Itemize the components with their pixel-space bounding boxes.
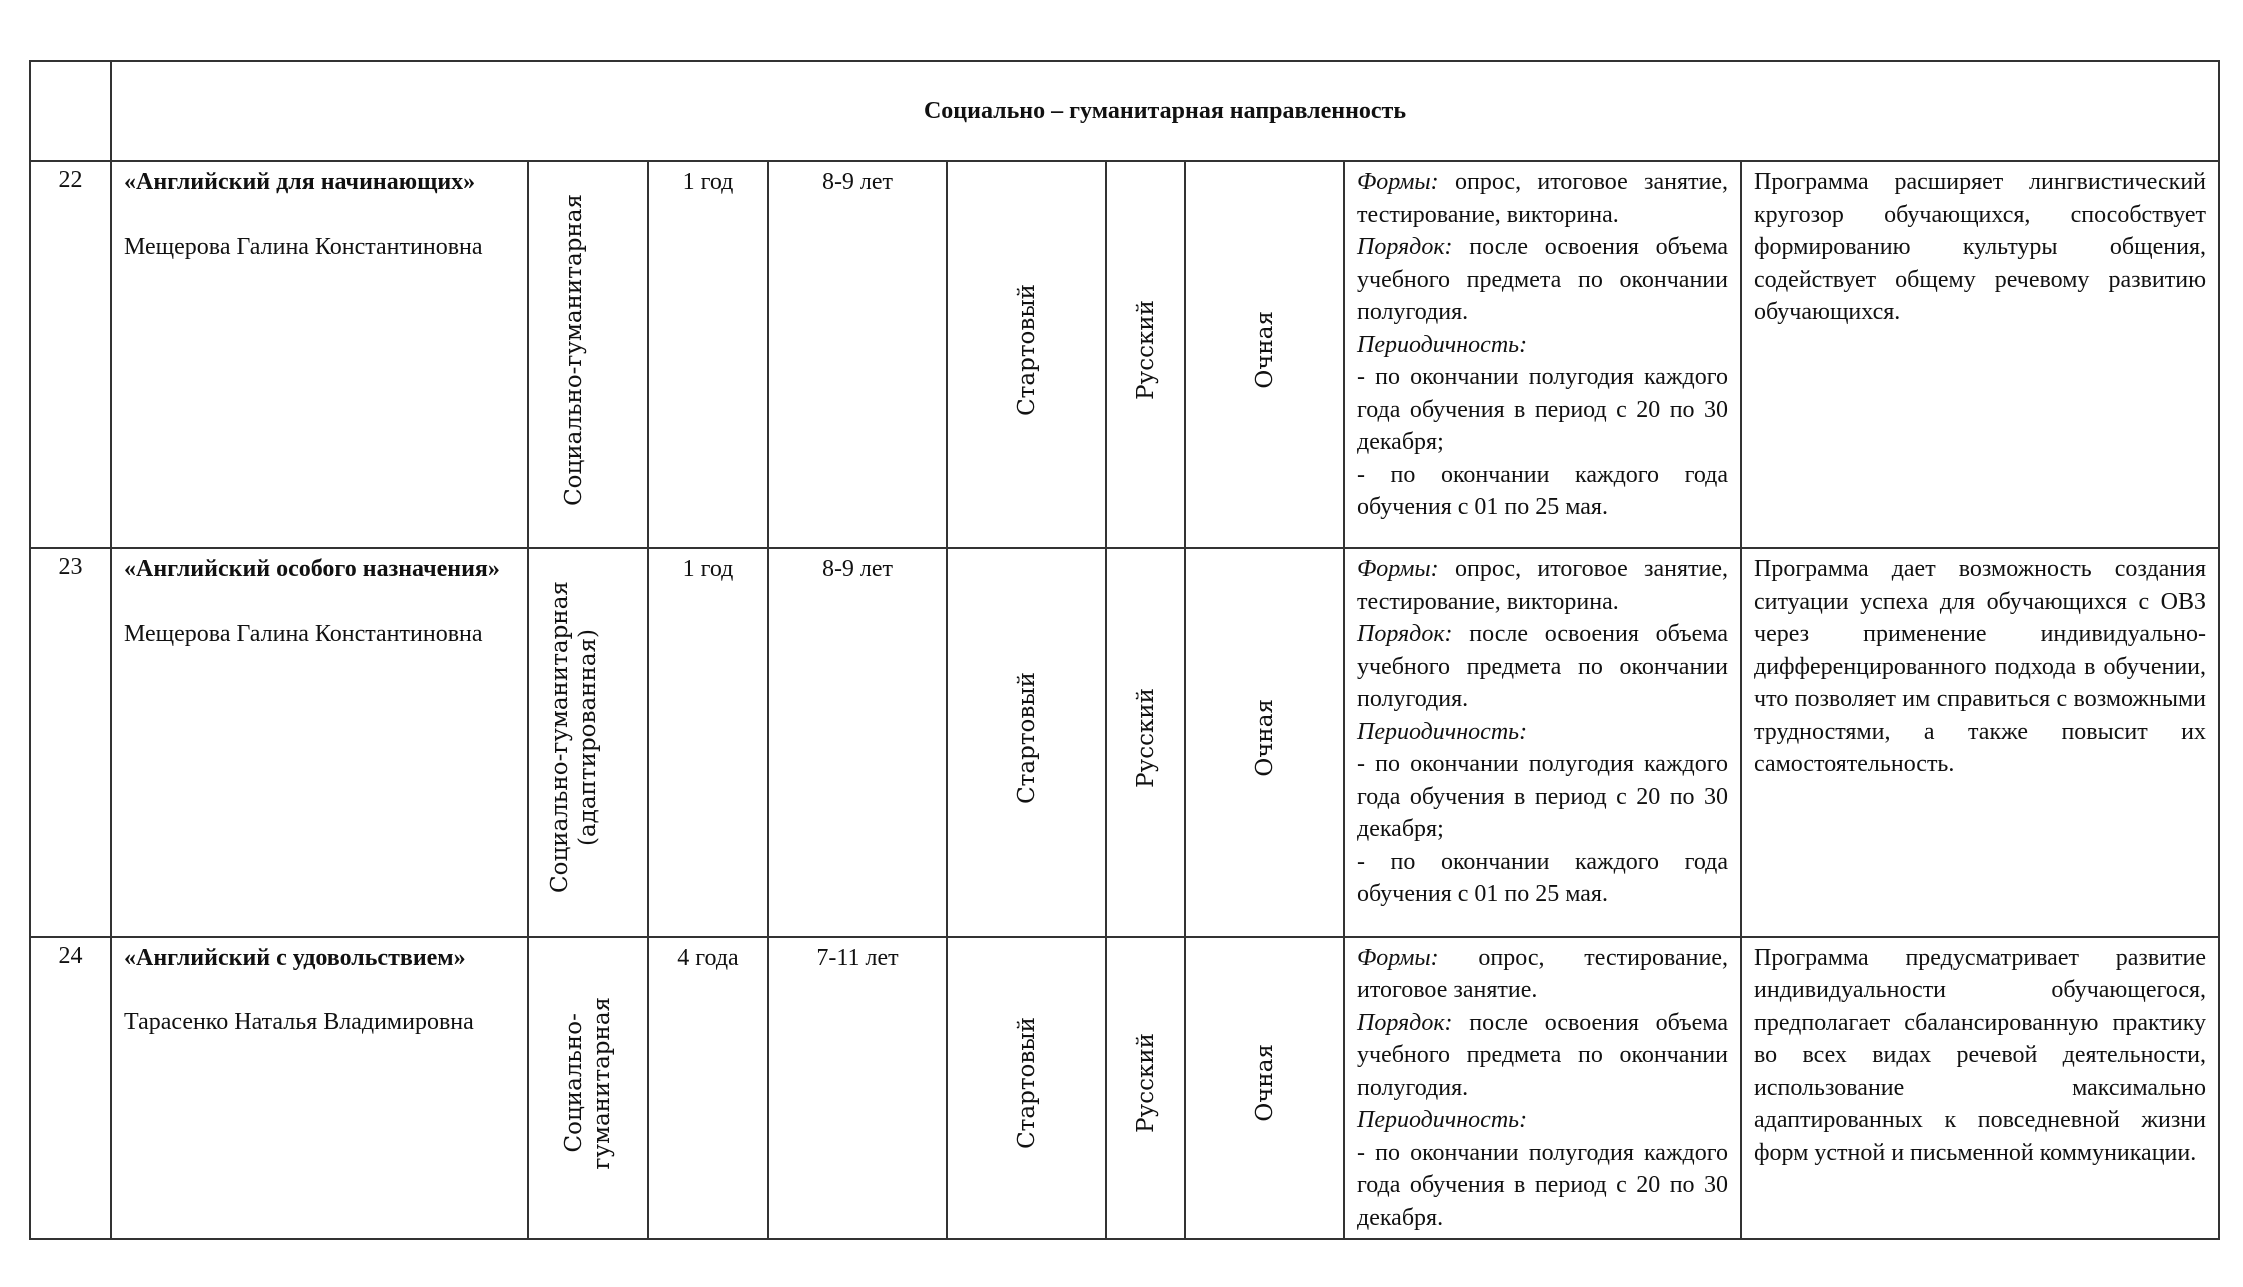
order-text: после освоения объема учебного предмета по окончании полугодия.	[1357, 234, 1728, 325]
order-text: после освоения объема учебного предмета по окончании полугодия.	[1357, 1009, 1728, 1101]
table-row	[30, 161, 2219, 548]
teacher-name: Мещерова Галина Константиновна	[124, 233, 483, 260]
age-cell: 8-9 лет	[768, 161, 947, 548]
forms-label: Формы:	[1357, 169, 1439, 195]
period-label: Периодичность:	[1357, 331, 1528, 358]
level-cell	[947, 161, 1106, 548]
forms-label: Формы:	[1357, 944, 1439, 971]
section-title: Социально – гуманитарная направленность	[111, 61, 2219, 161]
age-cell: 8-9 лет	[768, 548, 947, 937]
form-cell	[1185, 161, 1344, 548]
forms-label: Формы:	[1357, 556, 1439, 582]
duration-cell: 4 года	[648, 937, 768, 1240]
period-text: - по окончании полугодия каждого года обучения в период с 20 по 30 декабря;	[1357, 364, 1728, 455]
program-cell	[111, 937, 528, 1240]
assessment-cell	[1344, 937, 1741, 1240]
period-text: - по окончании каждого года обучения с 01 по 25 мая.	[1357, 848, 1728, 907]
form-text: Очная	[1251, 310, 1278, 389]
direction-cell	[528, 937, 648, 1240]
teacher-name: Мещерова Галина Константиновна	[124, 620, 483, 647]
form-cell	[1185, 548, 1344, 937]
section-header-row	[30, 61, 2219, 161]
age-cell: 7-11 лет	[768, 937, 947, 1240]
row-number: 23	[30, 548, 111, 937]
period-text: - по окончании полугодия каждого года обучения в период с 20 по 30 декабря;	[1357, 751, 1728, 842]
table-row	[30, 937, 2219, 1240]
assessment-cell	[1344, 161, 1741, 548]
direction-cell	[528, 161, 648, 548]
teacher-name: Тарасенко Наталья Владимировна	[124, 1009, 474, 1035]
forms-text: опрос, итоговое занятие, тестирование, викторина.	[1357, 169, 1729, 228]
duration-cell: 1 год	[648, 161, 768, 548]
form-text: Очная	[1251, 698, 1278, 777]
level-cell	[947, 548, 1106, 937]
row-number: 22	[30, 161, 111, 548]
direction-text: Социально-гуманитарная	[561, 996, 615, 1170]
duration-cell: 1 год	[648, 548, 768, 937]
level-cell	[947, 937, 1106, 1240]
level-text: Стартовый	[1013, 283, 1040, 416]
programs-table	[29, 60, 2220, 1240]
period-text: - по окончании каждого года обучения с 01 по 25 мая.	[1357, 461, 1728, 520]
period-label: Периодичность:	[1357, 1107, 1528, 1133]
description-cell: Программа расширяет лингвистический кругозор обучающихся, способствует формированию культуры общения, содействует общему речевому развитию обучающихся.	[1741, 161, 2219, 548]
program-title: «Английский с удовольствием»	[124, 944, 466, 971]
empty-cell	[30, 61, 111, 161]
language-text: Русский	[1132, 1033, 1159, 1133]
description-cell: Программа предусматривает развитие индивидуальности обучающегося, предполагает сбалансированную практику во всех видах речевой деятельности, использование максимально адаптированных к повседневной жизни форм устной и письменной коммуникации.	[1741, 937, 2219, 1240]
period-text: - по окончании полугодия каждого года обучения в период с 20 по 30 декабря.	[1357, 1139, 1728, 1231]
language-cell	[1106, 937, 1185, 1240]
form-text: Очная	[1251, 1044, 1278, 1122]
program-cell	[111, 548, 528, 937]
direction-text: Социально-гуманитарная (адаптированная)	[547, 581, 601, 894]
row-number: 24	[30, 937, 111, 1240]
description-cell: Программа дает возможность создания ситуации успеха для обучающихся с ОВЗ через применение индивидуально-дифференцированного подхода в обучении, что позволяет им справиться с возможными трудностями, а также повысит их самостоятельность.	[1741, 548, 2219, 937]
assessment-cell	[1344, 548, 1741, 937]
language-cell	[1106, 548, 1185, 937]
language-cell	[1106, 161, 1185, 548]
order-label: Порядок:	[1357, 1009, 1453, 1036]
program-title: «Английский для начинающих»	[124, 169, 476, 195]
direction-text: Социально-гуманитарная	[561, 193, 587, 506]
order-label: Порядок:	[1357, 234, 1453, 260]
order-label: Порядок:	[1357, 621, 1453, 647]
period-label: Периодичность:	[1357, 718, 1528, 745]
table-row	[30, 548, 2219, 937]
level-text: Стартовый	[1013, 1017, 1040, 1149]
program-title: «Английский особого назначения»	[124, 556, 500, 582]
level-text: Стартовый	[1013, 671, 1040, 804]
language-text: Русский	[1132, 687, 1159, 788]
forms-text: опрос, итоговое занятие, тестирование, викторина.	[1357, 556, 1729, 615]
form-cell	[1185, 937, 1344, 1240]
forms-text: опрос, тестирование, итоговое занятие.	[1357, 944, 1728, 1003]
direction-cell	[528, 548, 648, 937]
program-cell	[111, 161, 528, 548]
language-text: Русский	[1132, 299, 1159, 400]
order-text: после освоения объема учебного предмета по окончании полугодия.	[1357, 621, 1728, 712]
